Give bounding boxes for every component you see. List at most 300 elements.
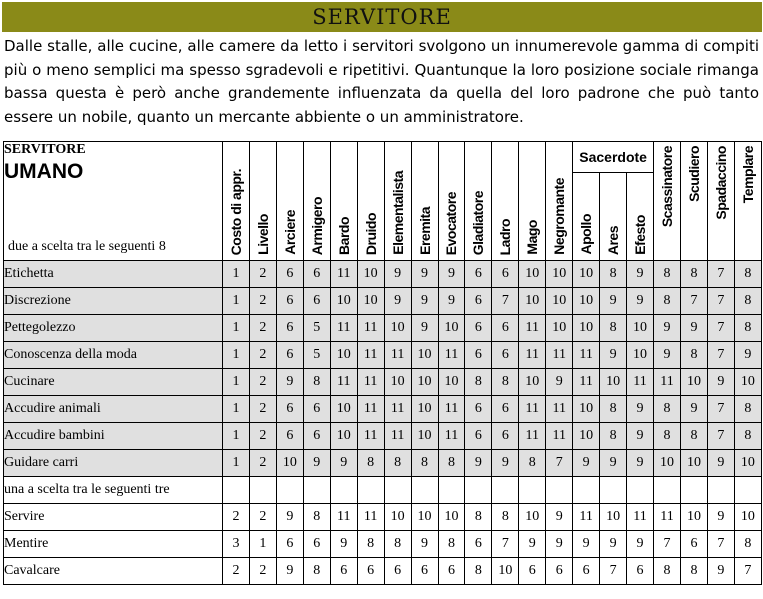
table-row	[4, 423, 762, 450]
skill-value: 9	[734, 342, 761, 369]
skill-value: 9	[573, 450, 600, 477]
skill-value: 6	[519, 558, 546, 585]
column-header-label: Spadaccino	[712, 146, 729, 220]
skill-value: 6	[276, 315, 303, 342]
skill-value: 9	[654, 342, 681, 369]
skill-value: 8	[465, 369, 492, 396]
skill-value: 7	[707, 315, 734, 342]
skill-value: 11	[357, 423, 384, 450]
skill-value: 9	[707, 504, 734, 531]
skill-value: 9	[276, 504, 303, 531]
column-header-label: Livello	[254, 214, 271, 255]
empty-cell	[546, 477, 573, 504]
skill-value: 9	[465, 450, 492, 477]
table-row	[4, 342, 762, 369]
skill-value: 10	[680, 504, 707, 531]
skill-value: 6	[276, 531, 303, 558]
column-header-label: Ares	[605, 225, 622, 255]
empty-cell	[734, 477, 761, 504]
choice-note: due a scelta tra le seguenti 8	[8, 239, 166, 254]
skill-value: 9	[707, 558, 734, 585]
skill-value: 6	[411, 558, 438, 585]
skill-value: 8	[384, 450, 411, 477]
skill-value: 10	[546, 261, 573, 288]
column-header-label: Ladro	[497, 218, 514, 255]
skill-value: 7	[546, 450, 573, 477]
skill-value: 6	[276, 261, 303, 288]
skill-value: 1	[223, 342, 250, 369]
skill-name: Servire	[4, 504, 223, 531]
header-row	[4, 142, 762, 173]
section-label: una a scelta tra le seguenti tre	[4, 477, 223, 504]
skill-value: 11	[519, 342, 546, 369]
skill-value: 10	[330, 342, 357, 369]
column-header-label: Mago	[524, 220, 541, 255]
skill-value: 9	[654, 315, 681, 342]
skill-value: 9	[627, 396, 654, 423]
skill-value: 11	[330, 369, 357, 396]
skill-value: 10	[654, 450, 681, 477]
skill-value: 8	[303, 504, 330, 531]
skill-value: 2	[249, 288, 276, 315]
skill-value: 6	[627, 558, 654, 585]
skill-value: 8	[680, 558, 707, 585]
table-corner	[4, 142, 223, 261]
skill-value: 10	[411, 342, 438, 369]
skill-value: 1	[223, 423, 250, 450]
skill-value: 7	[707, 531, 734, 558]
skill-value: 11	[573, 369, 600, 396]
empty-cell	[600, 477, 627, 504]
skill-value: 2	[249, 315, 276, 342]
skill-value: 10	[411, 423, 438, 450]
skill-value: 9	[303, 450, 330, 477]
skill-value: 6	[465, 261, 492, 288]
skill-value: 11	[330, 504, 357, 531]
skill-value: 1	[223, 396, 250, 423]
skill-value: 2	[249, 369, 276, 396]
empty-cell	[276, 477, 303, 504]
skill-value: 10	[546, 288, 573, 315]
skill-name: Cavalcare	[4, 558, 223, 585]
skill-value: 10	[734, 369, 761, 396]
skill-value: 7	[492, 531, 519, 558]
column-header-label: Gladiatore	[470, 190, 487, 255]
skill-value: 9	[411, 315, 438, 342]
skill-value: 8	[654, 558, 681, 585]
skill-value: 9	[411, 261, 438, 288]
page-title: SERVITORE	[312, 5, 452, 29]
skill-value: 9	[680, 396, 707, 423]
skill-value: 2	[249, 558, 276, 585]
skill-value: 6	[546, 558, 573, 585]
skill-value: 11	[438, 423, 465, 450]
table-row	[4, 261, 762, 288]
skill-value: 6	[438, 558, 465, 585]
column-header	[519, 142, 546, 261]
skill-value: 11	[519, 396, 546, 423]
column-header	[465, 142, 492, 261]
skill-value: 8	[680, 342, 707, 369]
skill-value: 6	[276, 423, 303, 450]
skill-value: 8	[734, 288, 761, 315]
column-header-label: Armigero	[308, 196, 325, 255]
skill-value: 8	[492, 369, 519, 396]
section-label-row	[4, 477, 762, 504]
empty-cell	[680, 477, 707, 504]
skill-value: 7	[707, 288, 734, 315]
skill-name: Guidare carri	[4, 450, 223, 477]
skill-value: 11	[357, 369, 384, 396]
skill-value: 11	[546, 342, 573, 369]
skill-value: 6	[465, 315, 492, 342]
skill-value: 10	[573, 261, 600, 288]
table-body	[4, 261, 762, 585]
skill-name: Accudire animali	[4, 396, 223, 423]
skill-value: 2	[249, 396, 276, 423]
skill-value: 9	[276, 558, 303, 585]
skill-name: Pettegolezzo	[4, 315, 223, 342]
column-header-label: Elementalista	[389, 171, 406, 255]
title-bar	[2, 2, 762, 32]
skill-value: 8	[465, 504, 492, 531]
skill-value: 2	[249, 504, 276, 531]
skill-value: 1	[223, 288, 250, 315]
skill-value: 6	[492, 396, 519, 423]
empty-cell	[384, 477, 411, 504]
table-row	[4, 288, 762, 315]
column-group-header: Sacerdote	[573, 142, 654, 173]
skill-value: 9	[573, 531, 600, 558]
skill-value: 9	[627, 288, 654, 315]
skill-value: 9	[600, 450, 627, 477]
column-header-label: Templare	[739, 146, 756, 204]
skill-value: 6	[276, 396, 303, 423]
skill-value: 9	[707, 450, 734, 477]
skill-value: 6	[357, 558, 384, 585]
table-row	[4, 504, 762, 531]
column-header-label: Costo di appr.	[227, 168, 244, 255]
skill-value: 7	[492, 288, 519, 315]
skill-value: 8	[680, 261, 707, 288]
class-label: SERVITORE	[4, 142, 86, 157]
empty-cell	[438, 477, 465, 504]
skill-value: 6	[303, 396, 330, 423]
skill-value: 11	[357, 504, 384, 531]
skill-value: 11	[573, 504, 600, 531]
table-row	[4, 396, 762, 423]
skill-value: 8	[303, 369, 330, 396]
skill-value: 6	[303, 261, 330, 288]
skill-value: 9	[276, 369, 303, 396]
skill-value: 9	[546, 504, 573, 531]
skill-value: 10	[519, 369, 546, 396]
skill-value: 6	[303, 531, 330, 558]
skill-value: 8	[654, 396, 681, 423]
skill-value: 7	[654, 531, 681, 558]
skill-value: 11	[519, 315, 546, 342]
empty-cell	[492, 477, 519, 504]
skill-value: 10	[330, 396, 357, 423]
skill-value: 8	[303, 558, 330, 585]
skill-name: Etichetta	[4, 261, 223, 288]
skill-value: 9	[600, 342, 627, 369]
skill-value: 10	[734, 450, 761, 477]
skill-value: 6	[680, 531, 707, 558]
skill-value: 8	[438, 531, 465, 558]
empty-cell	[573, 477, 600, 504]
skill-value: 6	[492, 423, 519, 450]
table-row	[4, 450, 762, 477]
skill-value: 9	[546, 369, 573, 396]
skill-value: 9	[600, 531, 627, 558]
skill-value: 10	[573, 315, 600, 342]
skill-value: 6	[384, 558, 411, 585]
skill-value: 11	[438, 396, 465, 423]
skill-name: Accudire bambini	[4, 423, 223, 450]
skill-value: 6	[492, 261, 519, 288]
skill-value: 10	[438, 315, 465, 342]
empty-cell	[519, 477, 546, 504]
empty-cell	[707, 477, 734, 504]
empty-cell	[357, 477, 384, 504]
empty-cell	[223, 477, 250, 504]
skill-value: 10	[411, 369, 438, 396]
skill-value: 10	[734, 504, 761, 531]
skill-value: 9	[438, 288, 465, 315]
skill-value: 9	[627, 531, 654, 558]
skill-value: 10	[573, 288, 600, 315]
column-header-label: Bardo	[335, 217, 352, 255]
column-header	[276, 142, 303, 261]
skill-value: 10	[680, 450, 707, 477]
skill-value: 8	[654, 423, 681, 450]
skill-value: 1	[223, 315, 250, 342]
skill-value: 10	[627, 342, 654, 369]
skill-value: 8	[519, 450, 546, 477]
skill-value: 9	[627, 423, 654, 450]
skill-value: 11	[384, 342, 411, 369]
skill-value: 8	[680, 423, 707, 450]
skill-value: 10	[438, 504, 465, 531]
column-header	[249, 142, 276, 261]
skill-value: 8	[734, 315, 761, 342]
skill-value: 10	[411, 396, 438, 423]
skill-value: 11	[654, 369, 681, 396]
column-header	[384, 142, 411, 261]
skill-value: 9	[680, 315, 707, 342]
column-header	[573, 173, 600, 261]
skill-value: 10	[384, 315, 411, 342]
skill-value: 11	[627, 369, 654, 396]
column-header-label: Eremita	[416, 207, 433, 255]
skill-value: 1	[223, 261, 250, 288]
skill-value: 9	[519, 531, 546, 558]
skill-value: 9	[438, 261, 465, 288]
skill-value: 8	[600, 396, 627, 423]
column-header	[492, 142, 519, 261]
column-header	[680, 142, 707, 261]
skill-value: 7	[707, 261, 734, 288]
skill-value: 10	[546, 315, 573, 342]
skill-value: 9	[330, 531, 357, 558]
empty-cell	[303, 477, 330, 504]
skills-table	[3, 141, 762, 585]
skill-value: 10	[573, 396, 600, 423]
skill-name: Mentire	[4, 531, 223, 558]
column-header-label: Druido	[362, 212, 379, 255]
column-header-label: Evocatore	[443, 191, 460, 255]
skill-value: 7	[707, 342, 734, 369]
skill-value: 2	[249, 450, 276, 477]
skill-value: 11	[546, 396, 573, 423]
skill-value: 11	[546, 423, 573, 450]
skill-name: Conoscenza della moda	[4, 342, 223, 369]
skill-value: 11	[357, 396, 384, 423]
column-header	[303, 142, 330, 261]
empty-cell	[411, 477, 438, 504]
skill-value: 8	[600, 423, 627, 450]
skill-value: 8	[465, 558, 492, 585]
column-header-label: Scassinatore	[659, 146, 675, 228]
skill-value: 6	[276, 342, 303, 369]
skill-value: 9	[627, 450, 654, 477]
skill-value: 6	[330, 558, 357, 585]
table-row	[4, 315, 762, 342]
skill-value: 9	[707, 369, 734, 396]
skill-value: 7	[680, 288, 707, 315]
skill-value: 6	[276, 288, 303, 315]
column-header	[438, 142, 465, 261]
skill-value: 6	[573, 558, 600, 585]
skill-value: 8	[438, 450, 465, 477]
column-header-label: Scudiero	[685, 146, 702, 202]
table-row	[4, 531, 762, 558]
skill-value: 2	[249, 261, 276, 288]
skill-value: 1	[223, 369, 250, 396]
skill-value: 7	[600, 558, 627, 585]
skill-value: 8	[734, 531, 761, 558]
empty-cell	[465, 477, 492, 504]
skill-value: 8	[600, 315, 627, 342]
skill-value: 10	[600, 504, 627, 531]
skill-value: 6	[465, 342, 492, 369]
skill-value: 8	[357, 531, 384, 558]
column-header	[330, 142, 357, 261]
skill-value: 3	[223, 531, 250, 558]
skill-value: 9	[600, 288, 627, 315]
skill-value: 6	[465, 531, 492, 558]
skill-value: 9	[384, 261, 411, 288]
skill-value: 8	[654, 288, 681, 315]
skill-value: 1	[249, 531, 276, 558]
skill-value: 5	[303, 315, 330, 342]
column-header	[654, 142, 681, 261]
column-header-label: Arciere	[281, 210, 298, 255]
skill-value: 10	[600, 369, 627, 396]
skill-value: 7	[734, 558, 761, 585]
skill-value: 10	[357, 261, 384, 288]
skill-value: 11	[627, 504, 654, 531]
skill-value: 5	[303, 342, 330, 369]
skill-value: 11	[330, 261, 357, 288]
skill-value: 7	[707, 396, 734, 423]
skill-value: 6	[303, 288, 330, 315]
skill-value: 6	[465, 396, 492, 423]
column-header-label: Efesto	[632, 215, 649, 255]
column-header-label: Negromante	[551, 178, 568, 255]
skill-value: 2	[223, 558, 250, 585]
skill-value: 10	[384, 504, 411, 531]
empty-cell	[627, 477, 654, 504]
skill-value: 9	[492, 450, 519, 477]
skill-value: 6	[465, 423, 492, 450]
skill-value: 10	[573, 423, 600, 450]
skill-value: 11	[384, 423, 411, 450]
table-header	[4, 142, 762, 261]
table-row	[4, 369, 762, 396]
skill-value: 8	[357, 450, 384, 477]
skill-value: 8	[654, 261, 681, 288]
race-label: UMANO	[4, 160, 84, 183]
table-row	[4, 558, 762, 585]
skill-value: 10	[357, 288, 384, 315]
column-header-label: Apollo	[578, 214, 595, 255]
skill-value: 9	[411, 531, 438, 558]
skill-value: 10	[519, 261, 546, 288]
skill-value: 10	[330, 423, 357, 450]
skill-value: 2	[249, 342, 276, 369]
skill-value: 8	[384, 531, 411, 558]
skill-value: 8	[734, 396, 761, 423]
skill-value: 10	[680, 369, 707, 396]
column-header	[546, 142, 573, 261]
skill-value: 10	[384, 369, 411, 396]
column-header	[707, 142, 734, 261]
skill-value: 9	[411, 288, 438, 315]
column-header	[734, 142, 761, 261]
skill-value: 11	[438, 342, 465, 369]
skill-name: Discrezione	[4, 288, 223, 315]
skill-value: 9	[330, 450, 357, 477]
skill-value: 9	[384, 288, 411, 315]
skill-value: 11	[357, 342, 384, 369]
skill-value: 6	[303, 423, 330, 450]
skill-value: 6	[492, 342, 519, 369]
skill-value: 10	[519, 288, 546, 315]
skill-value: 11	[330, 315, 357, 342]
skill-value: 8	[411, 450, 438, 477]
skill-value: 11	[654, 504, 681, 531]
skill-value: 8	[600, 261, 627, 288]
skill-value: 10	[627, 315, 654, 342]
skill-value: 2	[223, 504, 250, 531]
skill-value: 10	[330, 288, 357, 315]
intro-paragraph: Dalle stalle, alle cucine, alle camere da letto i servitori svolgono un innumerevole gamma di compiti più o meno semplici ma spesso sgradevoli e ripetitivi. Quantunque la loro posizione sociale rimanga bassa questa è però anche grandemente influenzata da quella del loro padrone che può tanto essere un nobile, quanto un mercante abbiente o un amministratore.	[4, 37, 759, 126]
skill-value: 11	[357, 315, 384, 342]
skill-value: 7	[707, 423, 734, 450]
column-header	[411, 142, 438, 261]
skill-value: 10	[438, 369, 465, 396]
skill-value: 10	[411, 504, 438, 531]
skill-value: 1	[223, 450, 250, 477]
skill-value: 10	[519, 504, 546, 531]
skill-value: 8	[734, 261, 761, 288]
column-header	[600, 173, 627, 261]
skill-value: 11	[573, 342, 600, 369]
empty-cell	[249, 477, 276, 504]
skill-value: 8	[734, 423, 761, 450]
